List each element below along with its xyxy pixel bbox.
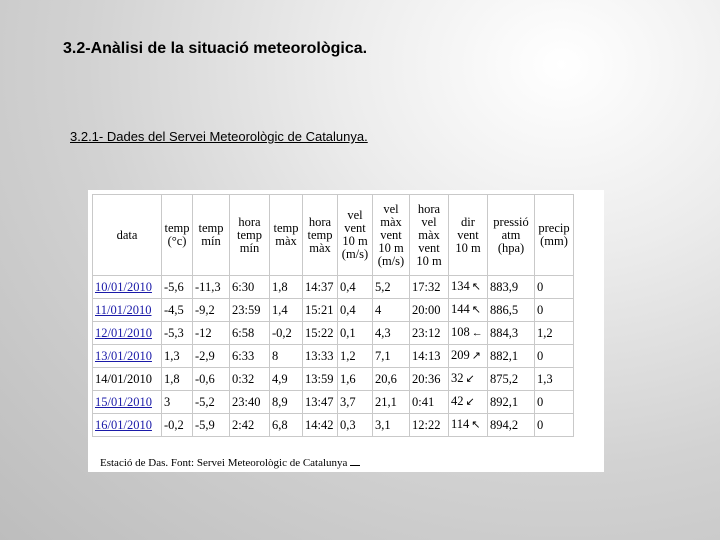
- header-line: 10 m: [416, 253, 442, 268]
- cell-precip: 0: [535, 299, 574, 322]
- header-line: vel: [421, 214, 437, 229]
- wind-arrow-icon: ↙: [465, 396, 475, 408]
- cell-tmax: -0,2: [270, 322, 303, 345]
- footer-underline: [350, 465, 360, 466]
- table-row: [93, 299, 574, 322]
- cell-velmax: 3,1: [373, 414, 410, 437]
- cell-velmax: 20,6: [373, 368, 410, 391]
- table-row: [93, 391, 574, 414]
- wind-arrow-icon: ↙: [465, 373, 475, 385]
- cell-precip: 1,3: [535, 368, 574, 391]
- dir-value: 134: [451, 279, 470, 293]
- cell-press: 894,2: [488, 414, 535, 437]
- slide-title: 3.2-Anàlisi de la situació meteorològica.: [63, 40, 368, 57]
- header-line: vent: [418, 240, 440, 255]
- header-cell: [270, 195, 303, 276]
- header-line: màx: [275, 234, 297, 248]
- cell-temp: -4,5: [162, 299, 193, 322]
- cell-velmax: 7,1: [373, 345, 410, 368]
- cell-press: 892,1: [488, 391, 535, 414]
- cell-vel: 1,2: [338, 345, 373, 368]
- header-cell: [303, 195, 338, 276]
- cell-hmax: 13:47: [303, 391, 338, 414]
- header-cell: [488, 195, 535, 276]
- cell-temp: 1,3: [162, 345, 193, 368]
- cell-precip: 0: [535, 345, 574, 368]
- header-line: (hpa): [497, 240, 525, 255]
- header-line: mín: [201, 234, 221, 248]
- wind-arrow-icon: ←: [471, 327, 483, 339]
- date-link: 14/01/2010: [93, 368, 162, 391]
- dir-value: 42: [451, 394, 464, 408]
- cell-hvel: 23:12: [410, 322, 449, 345]
- header-line: pressió: [493, 214, 529, 229]
- cell-temp: -5,3: [162, 322, 193, 345]
- table-row: [93, 276, 574, 299]
- cell-velmax: 5,2: [373, 276, 410, 299]
- cell-hmax: 13:33: [303, 345, 338, 368]
- header-line: mín: [239, 240, 260, 255]
- header-line: vel: [347, 208, 363, 222]
- header-line: precip: [538, 221, 570, 235]
- cell-hvel: 12:22: [410, 414, 449, 437]
- cell-velmax: 4: [373, 299, 410, 322]
- cell-dir: [449, 414, 488, 437]
- header-line: màx: [418, 227, 440, 242]
- cell-tmax: 8: [270, 345, 303, 368]
- cell-hvel: 17:32: [410, 276, 449, 299]
- dir-value: 108: [451, 325, 470, 339]
- header-line: (°c): [167, 234, 187, 248]
- table-row: [93, 345, 574, 368]
- cell-temp: 3: [162, 391, 193, 414]
- wind-arrow-icon: ↖: [471, 419, 481, 431]
- date-link[interactable]: 16/01/2010: [93, 414, 162, 437]
- dir-value: 209: [451, 348, 470, 362]
- cell-dir: [449, 299, 488, 322]
- cell-precip: 0: [535, 276, 574, 299]
- header-cell: [93, 195, 162, 276]
- table-row: [93, 322, 574, 345]
- header-line: vel: [383, 201, 399, 216]
- date-link[interactable]: 12/01/2010: [93, 322, 162, 345]
- cell-hmax: 15:21: [303, 299, 338, 322]
- cell-tmax: 4,9: [270, 368, 303, 391]
- header-cell: [162, 195, 193, 276]
- cell-precip: 0: [535, 414, 574, 437]
- cell-tmin: -12: [193, 322, 230, 345]
- cell-tmax: 1,8: [270, 276, 303, 299]
- cell-temp: -5,6: [162, 276, 193, 299]
- cell-hmin: 0:32: [230, 368, 270, 391]
- dir-value: 32: [451, 371, 464, 385]
- header-cell: [449, 195, 488, 276]
- header-cell: [230, 195, 270, 276]
- header-cell: [535, 195, 574, 276]
- cell-vel: 0,4: [338, 276, 373, 299]
- cell-hmin: 6:33: [230, 345, 270, 368]
- cell-vel: 3,7: [338, 391, 373, 414]
- cell-vel: 0,3: [338, 414, 373, 437]
- cell-tmax: 1,4: [270, 299, 303, 322]
- source-note: Estació de Das. Font: Servei Meteorològic de Catalunya: [100, 457, 348, 469]
- wind-arrow-icon: ↗: [471, 350, 481, 362]
- header-line: (mm): [540, 234, 568, 248]
- header-line: màx: [309, 240, 331, 255]
- cell-precip: 1,2: [535, 322, 574, 345]
- header-line: hora: [417, 201, 441, 216]
- cell-vel: 0,4: [338, 299, 373, 322]
- cell-hmax: 14:37: [303, 276, 338, 299]
- header-line: temp: [198, 221, 224, 235]
- cell-tmin: -0,6: [193, 368, 230, 391]
- header-line: temp: [237, 227, 262, 242]
- header-cell: [193, 195, 230, 276]
- header-line: màx: [380, 214, 402, 229]
- cell-vel: 1,6: [338, 368, 373, 391]
- source-footer: [100, 457, 360, 469]
- table-header-row: [93, 195, 574, 276]
- cell-vel: 0,1: [338, 322, 373, 345]
- cell-velmax: 4,3: [373, 322, 410, 345]
- header-line: temp: [273, 221, 299, 235]
- cell-hmin: 6:58: [230, 322, 270, 345]
- header-line: 10 m: [378, 240, 404, 255]
- header-cell: [410, 195, 449, 276]
- header-line: dir: [461, 214, 475, 229]
- cell-hvel: 0:41: [410, 391, 449, 414]
- cell-hvel: 14:13: [410, 345, 449, 368]
- header-line: vent: [457, 227, 479, 242]
- table-row: [93, 414, 574, 437]
- header-line: (m/s): [341, 247, 369, 261]
- cell-hmin: 6:30: [230, 276, 270, 299]
- cell-hvel: 20:36: [410, 368, 449, 391]
- cell-dir: [449, 345, 488, 368]
- cell-hmin: 23:59: [230, 299, 270, 322]
- cell-temp: 1,8: [162, 368, 193, 391]
- header-line: vent: [344, 221, 366, 235]
- cell-precip: 0: [535, 391, 574, 414]
- cell-press: 886,5: [488, 299, 535, 322]
- cell-hmin: 2:42: [230, 414, 270, 437]
- cell-velmax: 21,1: [373, 391, 410, 414]
- header-line: atm: [501, 227, 521, 242]
- cell-hmax: 13:59: [303, 368, 338, 391]
- header-line: hora: [238, 214, 261, 229]
- header-cell: [338, 195, 373, 276]
- cell-press: 884,3: [488, 322, 535, 345]
- cell-press: 875,2: [488, 368, 535, 391]
- cell-tmax: 6,8: [270, 414, 303, 437]
- cell-tmax: 8,9: [270, 391, 303, 414]
- header-line: temp: [164, 221, 190, 235]
- header-line: 10 m: [342, 234, 368, 248]
- wind-arrow-icon: ↖: [471, 304, 481, 316]
- dir-value: 144: [451, 302, 470, 316]
- cell-tmin: -9,2: [193, 299, 230, 322]
- cell-hmax: 15:22: [303, 322, 338, 345]
- header-line: data: [116, 227, 138, 242]
- cell-hmax: 14:42: [303, 414, 338, 437]
- header-line: temp: [307, 227, 333, 242]
- cell-tmin: -5,9: [193, 414, 230, 437]
- date-link[interactable]: 15/01/2010: [93, 391, 162, 414]
- date-link[interactable]: 13/01/2010: [93, 345, 162, 368]
- header-line: vent: [380, 227, 402, 242]
- header-line: (m/s): [377, 253, 405, 268]
- cell-press: 882,1: [488, 345, 535, 368]
- date-link[interactable]: 10/01/2010: [93, 276, 162, 299]
- header-line: hora: [308, 214, 332, 229]
- weather-table: [92, 194, 574, 437]
- cell-tmin: -2,9: [193, 345, 230, 368]
- section-subtitle: 3.2.1- Dades del Servei Meteorològic de Catalunya.: [70, 129, 368, 144]
- cell-dir: [449, 322, 488, 345]
- cell-dir: [449, 276, 488, 299]
- header-line: 10 m: [455, 240, 481, 255]
- cell-tmin: -5,2: [193, 391, 230, 414]
- cell-hmin: 23:40: [230, 391, 270, 414]
- cell-tmin: -11,3: [193, 276, 230, 299]
- cell-hvel: 20:00: [410, 299, 449, 322]
- cell-dir: [449, 391, 488, 414]
- date-link[interactable]: 11/01/2010: [93, 299, 162, 322]
- cell-press: 883,9: [488, 276, 535, 299]
- wind-arrow-icon: ↖: [471, 281, 481, 293]
- data-panel: [88, 190, 604, 472]
- cell-temp: -0,2: [162, 414, 193, 437]
- table-row: [93, 368, 574, 391]
- header-cell: [373, 195, 410, 276]
- cell-dir: [449, 368, 488, 391]
- dir-value: 114: [451, 417, 470, 431]
